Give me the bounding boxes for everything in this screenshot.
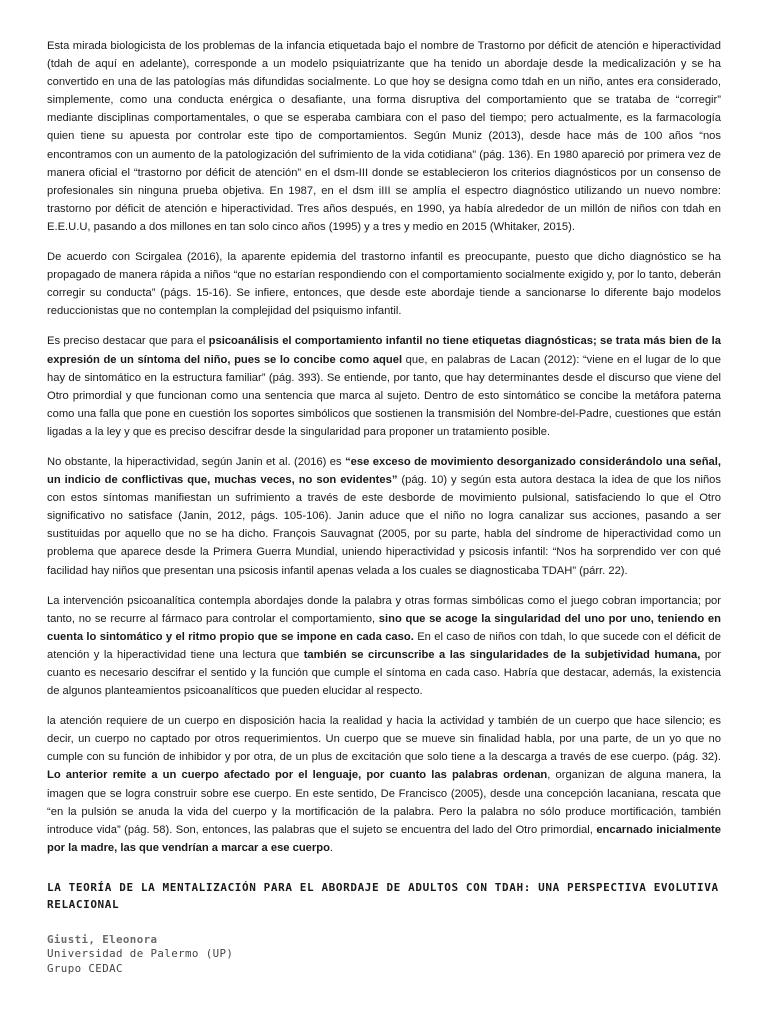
emphasized-text: Lo anterior remite a un cuerpo afectado por el lenguaje, por cuanto las palabras ordenan [47,769,548,782]
document-page [47,37,721,976]
author-affiliation: Universidad de Palermo (UP) [47,947,234,961]
emphasized-text: también se circunscribe a las singularidades de la subjetividad humana, [303,648,701,661]
text-run: La intervención psicoanalítica contempla abordajes donde la palabra y otras formas simbólicas como el juego cobran importancia; por tanto, no se recurre al fármaco para controlar el comportamiento, [47,594,721,625]
body-paragraph [47,37,721,236]
author-name: Giusti, Eleonora [47,932,158,946]
text-run: , organizan de alguna manera, la imagen que se logra construir sobre ese cuerpo. En este sentido, De Francisco (2005), desde una concepción lacaniana, rescata que “en la pulsión se anuda la vida del cuerpo y la mortificación de la palabra. Pero la palabra no sólo produce mortificación, también introduce vida” (pág. 58). Son, entonces, las palabras que el sujeto se encuentra del lado del Otro primordial, [47,769,721,836]
body-paragraph [47,712,721,857]
text-run: (pág. 10) y según esta autora destaca la idea de que los niños con estos síntomas manifiestan un sufrimiento a través de este desborde de movimiento pulsional, satisfaciendo lo que el Otro significativo no satisface (Janin, 2012, págs. 105-106). Janin aduce que el niño no logra canalizar sus acciones, pasando a ser sustituidas por aquello que no se ha dicho. François Sauvagnat (2005, por su parte, habla del síndrome de hiperactividad como un problema que aparece desde la Primera Guerra Mundial, uniendo hiperactividad y psicosis infantil: “Nos ha sorprendido ver con qué facilidad hay niños que presentan una psicosis infantil apenas velada a los cuales se diagnosticaba TDAH” (párr. 22). [47,474,721,577]
text-run: En el caso de niños con tdah, lo que sucede con el déficit de atención y la hiperactividad tiene una lectura que [47,630,721,661]
text-run: por cuanto es necesario descifrar el sentido y la función que cumple el síntoma en cada caso. Habría que destacar, además, la existencia de algunos planteamientos psicoanalíticos que pueden elucidar al respecto. [47,648,721,698]
body-paragraph [47,453,721,580]
emphasized-text: “ese exceso de movimiento desorganizado considerándolo una señal, un indicio de conflictivas que, muchas veces, no son evidentes” [47,455,721,487]
text-run: Es preciso destacar que para el [47,335,209,348]
body-paragraph [47,248,721,320]
text-run: De acuerdo con Scirgalea (2016), la aparente epidemia del trastorno infantil es preocupante, puesto que dicho diagnóstico se ha propagado de manera rápida a niños “que no estarían respondiendo con el comportamiento socialmente exigido y, por lo tanto, deberán corregir su conducta” (págs. 15-16). Se infiere, entonces, que desde este abordaje tiende a sancionarse lo diferente bajo modelos reduccionistas que no contemplan la complejidad del psiquismo infantil. [47,251,721,318]
section-heading: LA TEORÍA DE LA MENTALIZACIÓN PARA EL ABORDAJE DE ADULTOS CON TDAH: UNA PERSPECTIVA EVOLUTIVA RELACIONAL [47,880,719,911]
text-run: Esta mirada biologicista de los problemas de la infancia etiquetada bajo el nombre de Trastorno por déficit de atención e hiperactividad (tdah de aquí en adelante), corresponde a un modelo psiquiatrizante que ha tenido un abordaje desde la medicalización y se ha convertido en una de las patologías más difundidas socialmente. Lo que hoy se designa como tdah en un niño, antes era considerado, simplemente, como una conducta enérgica o desafiante, una forma disruptiva del comportamiento que se trataba de “corregir” mediante disciplinas comportamentales, o que se esperaba cambiara con el paso del tiempo; pero actualmente, es la farmacología quien tiene su apuesta por controlar este tipo de comportamientos. Según Muniz (2013), desde hace más de 100 años “nos encontramos con un aumento de la patologización del sufrimiento de la vida cotidiana” (pág. 136). En 1980 apareció por primera vez de manera oficial el “trastorno por déficit de atención” en el dsm-III donde se establecieron los criterios diagnósticos por un consenso de profesionales sin ninguna prueba objetiva. En 1987, en el dsm iIII se amplía el espectro diagnóstico utilizando un nuevo nombre: trastorno por déficit de atención e hiperactividad. Tres años después, en 1990, ya había alrededor de un millón de niños con tdah en E.E.U.U, pasando a dos millones en tan solo cinco años (1995) y a tres y medio en 2015 (Whitaker, 2015). [47,40,721,233]
emphasized-text: sino que se acoge la singularidad del uno por uno, teniendo en cuenta lo sintomático y el ritmo propio que se impone en cada caso. [47,612,721,643]
text-run: que, en palabras de Lacan (2012): “viene en el lugar de lo que hay de sintomático en la estructura familiar” (pág. 393). Se entiende, por tanto, que hay determinantes desde el discurso que viene del Otro primordial y que funcionan como una sentencia que marca al sujeto. Dentro de esto sintomático se concibe la metáfora paterna como una falla que pone en cuestión los soportes simbólicos que sostienen la transmisión del Nombre-del-Padre, cuestiones que están ligadas a la ley y que es preciso descifrar desde la singularidad para proponer un tratamiento posible. [47,353,722,438]
text-run: . [329,841,334,854]
body-paragraph [47,332,721,441]
text-run: No obstante, la hiperactividad, según Janin et al. (2016) es [47,455,346,468]
body-paragraph [47,592,721,701]
emphasized-text: encarnado inicialmente por la madre, las que vendrían a marcar a ese cuerpo [47,823,721,854]
body-text [47,37,721,857]
text-run: la atención requiere de un cuerpo en disposición hacia la realidad y hacia la actividad y también de un cuerpo que hace silencio; es decir, un cuerpo no captado por otros requerimientos. Un cuerpo que se mueve sin finalidad habla, por una parte, de un yo que no cumple con su función de inhibidor y por otra, de un plus de excitación que solo tiene a la descarga a través de ese cuerpo. (pág. 32). [47,715,721,764]
emphasized-text: psicoanálisis el comportamiento infantil no tiene etiquetas diagnósticas; se trata más bien de la expresión de un síntoma del niño, pues se lo concibe como aquel [47,335,721,366]
author-group: Grupo CEDAC [47,961,123,975]
author-block [47,933,721,977]
